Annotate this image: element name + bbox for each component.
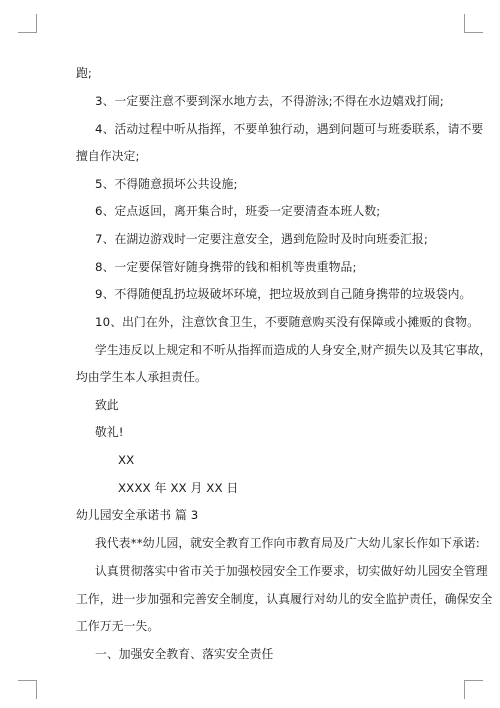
text-line: 5、不得随意损坏公共设施; xyxy=(95,177,238,191)
text-line: 6、定点返回，离开集合时，班委一定要清查本班人数; xyxy=(95,204,381,218)
text-line: 7、在湖边游戏时一定要注意安全，遇到危险时及时向班委汇报; xyxy=(95,232,428,246)
text-line: XXXX 年 XX 月 XX 日 xyxy=(118,481,239,495)
text-line: 4、活动过程中听从指挥，不要单独行动，遇到问题可与班委联系，请不要 xyxy=(95,122,484,136)
section-heading: 幼儿园安全承诺书 篇 3 xyxy=(76,508,199,522)
text-line: 敬礼! xyxy=(95,425,124,439)
text-line: 10、出门在外，注意饮食卫生，不要随意购买没有保障或小摊贩的食物。 xyxy=(95,315,480,329)
text-line: 学生违反以上规定和不听从指挥而造成的人身安全,财产损失以及其它事故， xyxy=(95,343,492,357)
text-line: 3、一定要注意不要到深水地方去，不得游泳;不得在水边嬉戏打闹; xyxy=(95,94,444,108)
text-line: 一、加强安全教育、落实安全责任 xyxy=(95,647,274,661)
text-line: 认真贯彻落实中省市关于加强校园安全工作要求，切实做好幼儿园安全管理 xyxy=(95,564,488,578)
text-line: 跑; xyxy=(76,66,92,80)
text-line: 工作万无一失。 xyxy=(76,619,160,633)
text-line: 工作，进一步加强和完善安全制度，认真履行对幼儿的安全监护责任，确保安全 xyxy=(76,592,493,606)
text-line: 我代表**幼儿园，就安全教育工作向市教育局及广大幼儿家长作如下承诺: xyxy=(95,536,480,550)
text-line: 均由学生本人承担责任。 xyxy=(76,370,207,384)
text-line: 9、不得随便乱扔垃圾破坏环境，把垃圾放到自己随身携带的垃圾袋内。 xyxy=(95,287,472,301)
text-line: 致此 xyxy=(95,398,119,412)
text-line: 8、一定要保管好随身携带的钱和相机等贵重物品; xyxy=(95,260,357,274)
text-line: XX xyxy=(118,453,135,467)
text-line: 擅自作决定; xyxy=(76,149,140,163)
